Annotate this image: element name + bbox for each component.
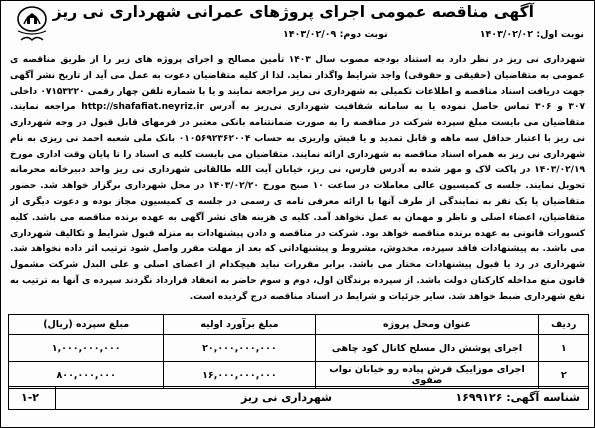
second-notice-date: نوبت دوم: ۱۴۰۳/۰۲/۰۹ xyxy=(283,29,388,40)
initial-estimate: ۲۰,۰۰۰,۰۰۰,۰۰۰ xyxy=(164,335,315,362)
row-number: ۲ xyxy=(539,362,589,389)
notice-title: آگهی مناقصه عمومی اجرای پروژهای عمرانی شهرداری نی ریز xyxy=(52,3,534,21)
header-project-title: عنوان ومحل پروژه xyxy=(315,315,539,335)
table-header-row xyxy=(9,315,589,335)
project-title: اجرای پوشش دال مسلح کانال کود چاهی xyxy=(315,335,539,362)
footer-divider xyxy=(55,387,56,409)
deposit-amount: ۸۰۰,۰۰۰,۰۰۰ xyxy=(9,362,164,389)
page-number: ۱-۲ xyxy=(21,391,39,404)
deposit-amount: ۱,۰۰۰,۰۰۰,۰۰۰ xyxy=(9,335,164,362)
first-notice-date: نوبت اول: ۱۴۰۳/۰۲/۰۲ xyxy=(479,29,584,40)
header-deposit-amount: مبلغ سپرده (ریال) xyxy=(9,315,164,335)
initial-estimate: ۱۶,۰۰۰,۰۰۰,۰۰۰ xyxy=(164,362,315,389)
header-initial-estimate: مبلغ برآورد اولیه xyxy=(164,315,315,335)
notice-footer xyxy=(8,386,589,410)
table-row xyxy=(9,362,589,389)
header-row-number: ردیف xyxy=(539,315,589,335)
neyriz-municipality-logo-icon xyxy=(9,4,55,44)
notice-header xyxy=(1,1,594,49)
notice-body-text: شهرداری نی ریز در نظر دارد به استناد بودجه مصوب سال ۱۴۰۳ تأمین مصالح و اجرای پروژه های زیر را از طریق مناقصه ی عمومی به متقاضیان (حقیقی و حقوقی) واجد شرایط واگذار نماید. لذا از کلیه متقاضیان دعوت به عمل می آید از تاریخ نشر آگهی جهت دریافت اسناد مناقصه و اطلاعات تکمیلی به شهرداری نی ریز مراجعه نمایند و یا با شماره تلفن چهار رقمی ۰۷۱۵۳۲۲۰ داخلی ۳۰۷ و ۳۰۶ تماس حاصل نموده یا به سامانه شفافیت شهرداری نی‌ریز به آدرس http://shafafiat.neyriz.ir مراجعه نمایند. متقاضیان می بایست مبلغ سپرده شرکت در مناقصه را به صورت ضمانتنامه بانکی معتبر در فرمهای قابل قبول در وجه شهرداری نی ریز با اعتبار حداقل سه ماهه و قابل تمدید و یا فیش واریزی به حساب ۰۱۰۵۶۹۲۳۶۲۰۰۴ بانک ملی شعبه احمد نی ریزی به نام شهرداری نی ریز به همراه اسناد مناقصه به شهرداری ارائه نمایند. متقاضیان می بایست کلیه ی اسناد را تا پایان وقت اداری مورخ ۱۴۰۳/۰۲/۱۹ در پاکت لاک و مهر شده به آدرس فارس، نی ریز، خیابان آیت الله طالقانی شهرداری نی ریز واحد دبیرخانه محرمانه تحویل نمایند. جلسه ی کمیسیون عالی معاملات در ساعت ۱۰ صبح مورخ ۱۴۰۳/۰۲/۲۰ در محل شهرداری برگزار خواهد شد. حضور متقاضیان یا یک نفر به نمایندگی از طرف آنها با ارائه معرفی نامه ی رسمی در جلسه ی کمیسیون مجاز بوده و دعوت دیگری از متقاضیان، اعضاء اصلی و ناظر و مهمان به عمل نخواهد آمد. کلیه ی هزینه های نشر آگهی به عهده برنده مناقصه می باشد. کلیه کسورات قانونی به عهده برنده مناقصه خواهد بود. شرکت در مناقصه و دادن پیشنهادات به منزله قبول شرایط و تکالیف شهرداری می باشد. به پیشنهادات فاقد سپرده، مخدوش، مشروط و پیشنهاداتی که بعد از مهلت مقرر واصل شود ترتیب اثر داده نخواهد شد. شهرداری در رد یا قبول پیشنهادات مختار می باشد. برابر مقررات نباید هیچکدام از اعضای اصلی و علی البدل شرکت مشمول قانون منع مداخله کارکنان دولت باشد. از سپرده برندگان اول، دوم و سوم حاضر به انعقاد قرارداد نگردند سپرده ی آنها به ترتیب به نفع شهرداری ضبط خواهد شد. سایر جزئیات و شرایط در اسناد مناقصه درج گردیده است. xyxy=(10,55,585,302)
footer-municipality: شهرداری نی ریز xyxy=(241,391,332,404)
ad-id: شناسه آگهی: ۱۶۹۹۱۲۶ xyxy=(455,391,580,404)
projects-table xyxy=(8,314,589,389)
table-row xyxy=(9,335,589,362)
project-title: اجرای موزاییک فرش پیاده رو خیابان نواب صفوی xyxy=(315,362,539,389)
row-number: ۱ xyxy=(539,335,589,362)
